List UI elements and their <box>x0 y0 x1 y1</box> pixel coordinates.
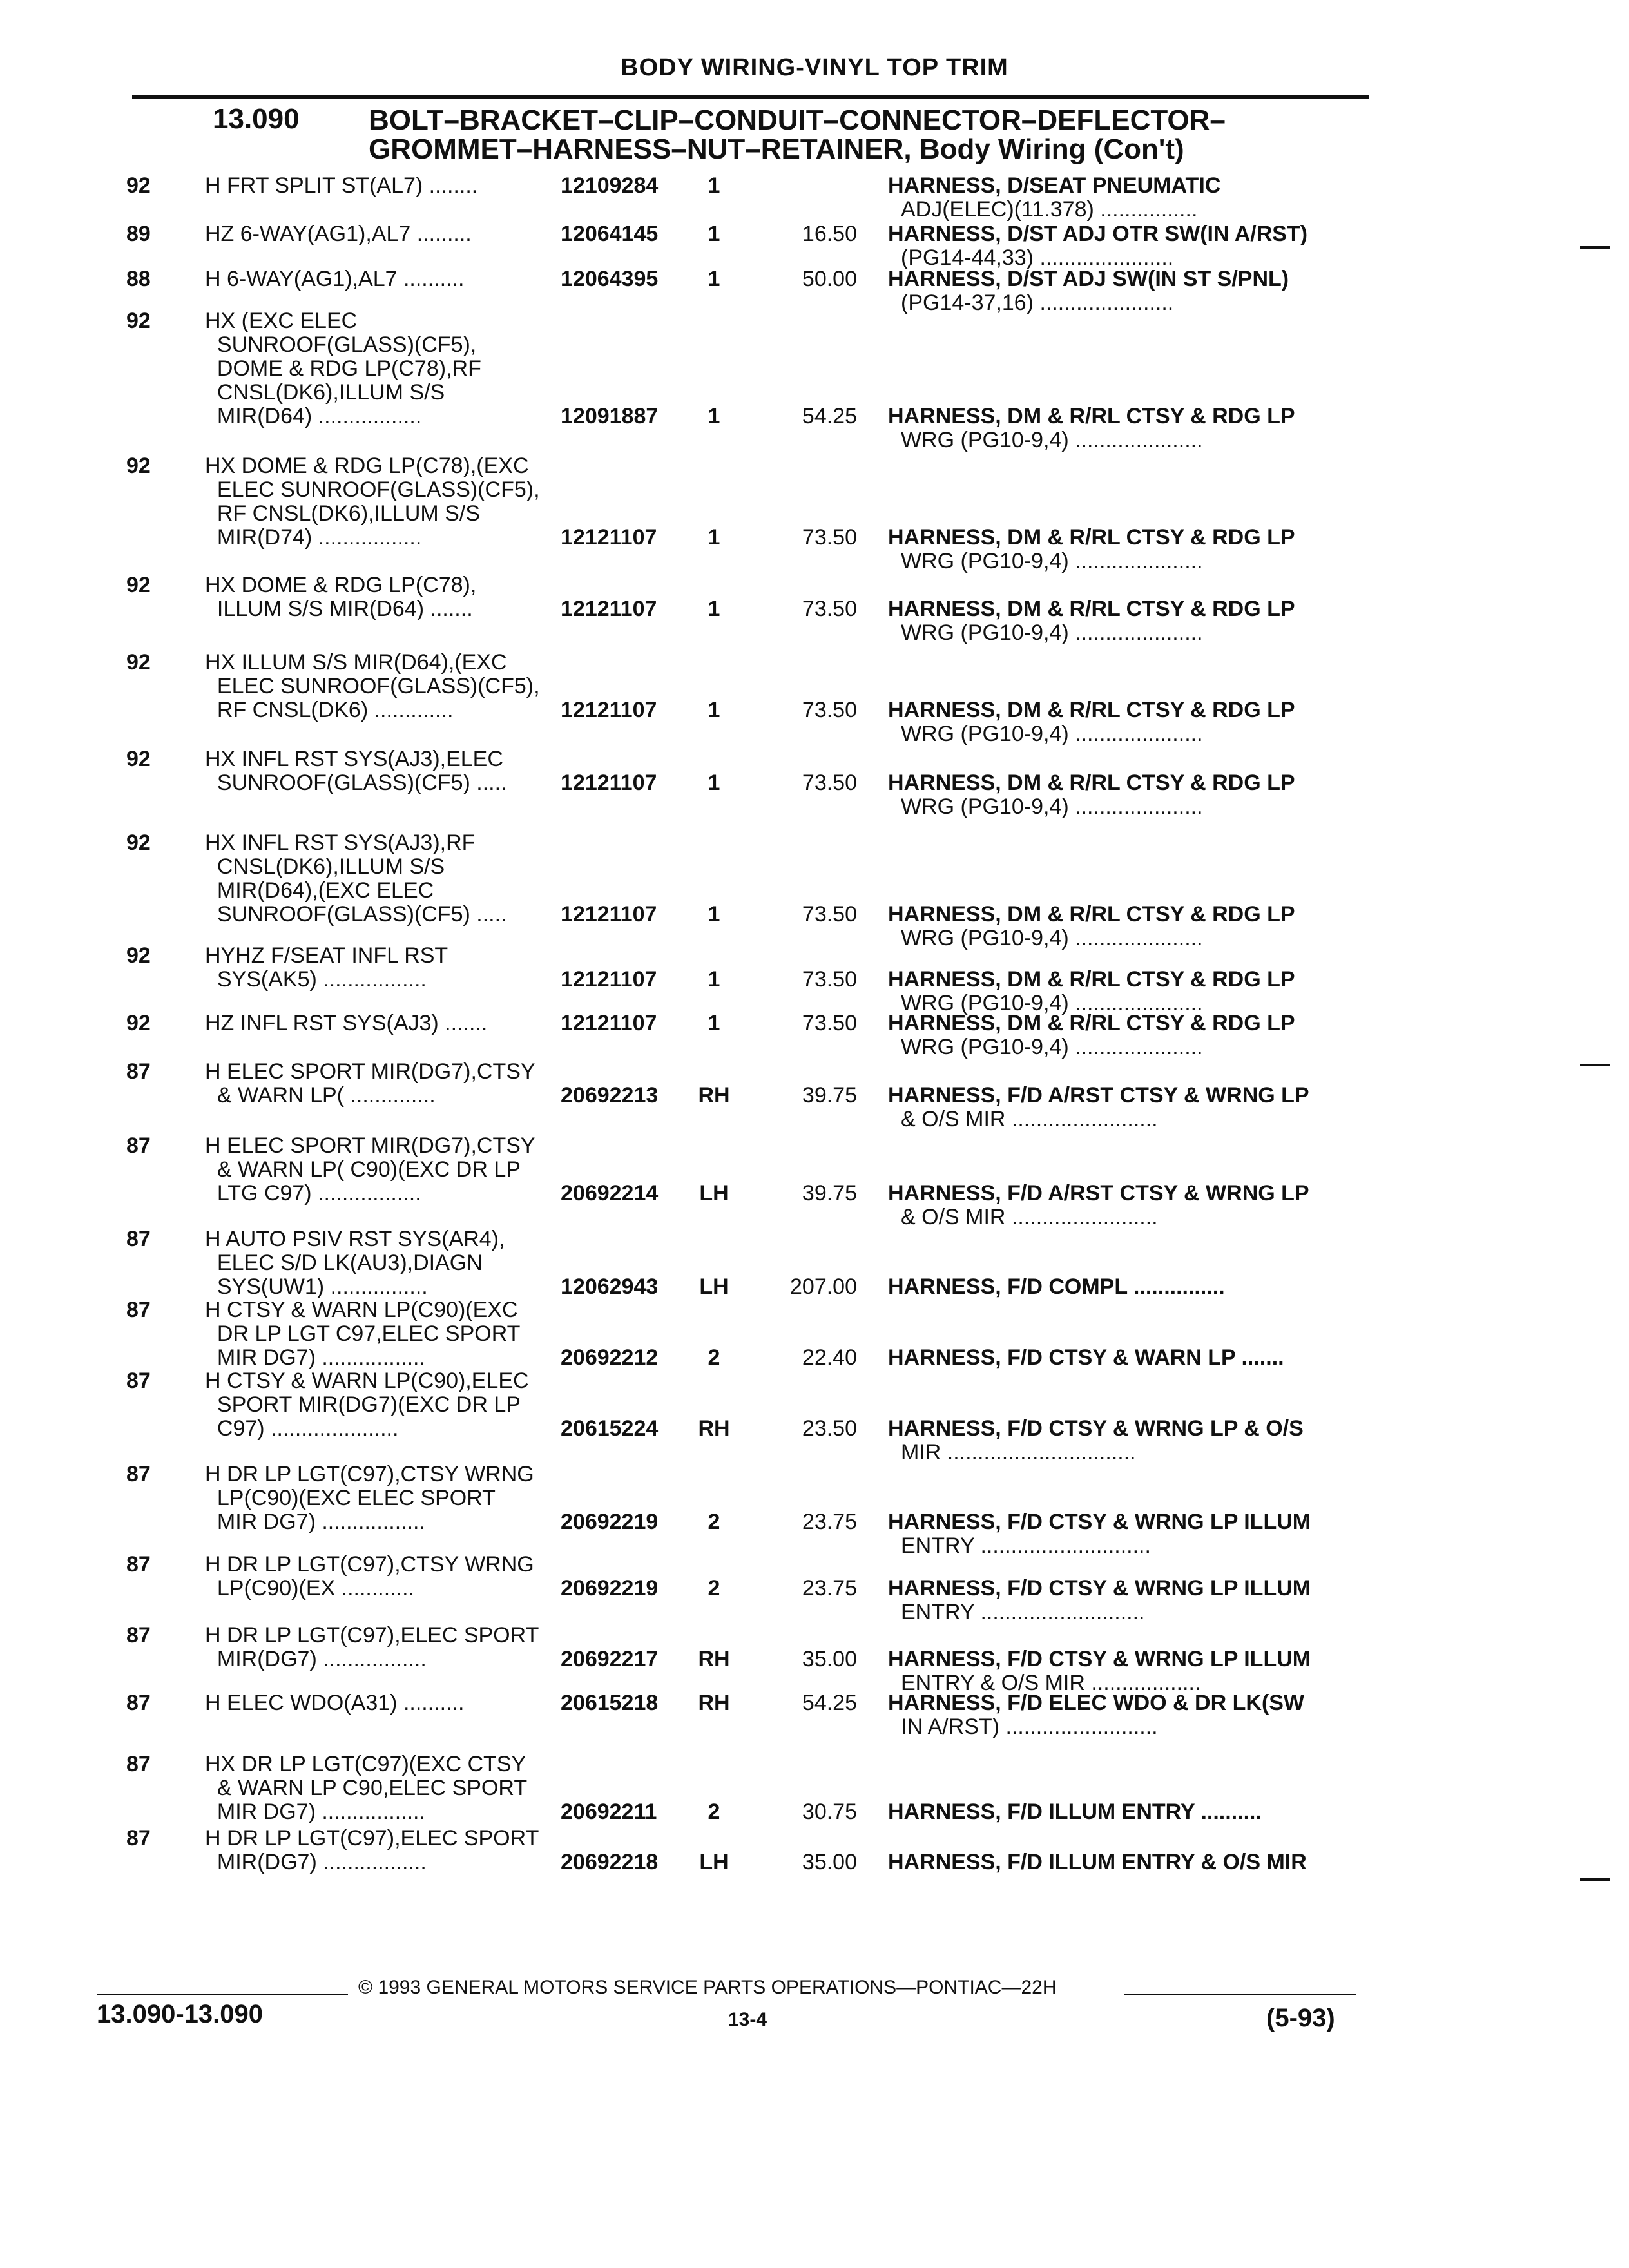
part-name-continuation: WRG (PG10-9,4) ..................... <box>901 722 1203 746</box>
part-number: 20692211 <box>561 1800 657 1824</box>
part-name: HARNESS, F/D COMPL ............... <box>888 1274 1225 1299</box>
quantity: 1 <box>708 698 720 722</box>
price: 39.75 <box>802 1083 857 1108</box>
part-name: HARNESS, D/ST ADJ OTR SW(IN A/RST) <box>888 222 1308 246</box>
usage-description: H ELEC WDO(A31) .......... <box>205 1691 465 1715</box>
section-code: 13.090 <box>213 103 300 135</box>
group-number: 87 <box>126 1623 151 1648</box>
part-name-continuation: WRG (PG10-9,4) ..................... <box>901 428 1203 452</box>
group-number: 92 <box>126 831 151 855</box>
part-name: HARNESS, DM & R/RL CTSY & RDG LP <box>888 967 1295 992</box>
usage-description: HZ INFL RST SYS(AJ3) ....... <box>205 1011 488 1035</box>
quantity: 1 <box>708 404 720 428</box>
part-number: 20615218 <box>561 1691 659 1715</box>
page-footer <box>0 1972 1629 2075</box>
usage-description: SYS(UW1) ................ <box>205 1274 428 1299</box>
price: 73.50 <box>802 902 857 927</box>
part-name: HARNESS, DM & R/RL CTSY & RDG LP <box>888 1011 1295 1035</box>
part-name-continuation: & O/S MIR ........................ <box>901 1107 1158 1131</box>
usage-description: ELEC SUNROOF(GLASS)(CF5), <box>205 674 540 698</box>
usage-description: HX DOME & RDG LP(C78), <box>205 573 477 597</box>
quantity: RH <box>698 1691 730 1715</box>
part-name-continuation: & O/S MIR ........................ <box>901 1205 1158 1229</box>
usage-description: LTG C97) ................. <box>205 1181 421 1206</box>
usage-description: HX (EXC ELEC <box>205 309 358 333</box>
usage-description: MIR(D64) ................. <box>205 404 422 428</box>
group-number: 92 <box>126 943 151 968</box>
usage-description: ELEC S/D LK(AU3),DIAGN <box>205 1251 483 1275</box>
usage-description: SUNROOF(GLASS)(CF5) ..... <box>205 771 507 795</box>
part-number: 12064395 <box>561 267 659 291</box>
quantity: LH <box>699 1274 729 1299</box>
part-name: HARNESS, DM & R/RL CTSY & RDG LP <box>888 597 1295 621</box>
group-number: 89 <box>126 222 151 246</box>
quantity: 1 <box>708 222 720 246</box>
quantity: 2 <box>708 1345 720 1370</box>
usage-description: MIR(D64),(EXC ELEC <box>205 878 434 903</box>
price: 22.40 <box>802 1345 857 1370</box>
usage-description: SPORT MIR(DG7)(EXC DR LP <box>205 1392 521 1417</box>
part-name: HARNESS, F/D A/RST CTSY & WRNG LP <box>888 1083 1309 1108</box>
part-name: HARNESS, DM & R/RL CTSY & RDG LP <box>888 771 1295 795</box>
group-number: 87 <box>126 1369 151 1393</box>
usage-description: ELEC SUNROOF(GLASS)(CF5), <box>205 477 540 502</box>
part-name: HARNESS, DM & R/RL CTSY & RDG LP <box>888 698 1295 722</box>
quantity: 1 <box>708 967 720 992</box>
quantity: 1 <box>708 771 720 795</box>
part-number: 20692214 <box>561 1181 659 1206</box>
price: 23.75 <box>802 1576 857 1600</box>
part-number: 12121107 <box>561 967 657 992</box>
usage-description: H 6-WAY(AG1),AL7 .......... <box>205 267 465 291</box>
usage-description: HX ILLUM S/S MIR(D64),(EXC <box>205 650 507 675</box>
page-header <box>0 0 1629 103</box>
usage-description: H DR LP LGT(C97),ELEC SPORT <box>205 1826 539 1850</box>
part-name-continuation: WRG (PG10-9,4) ..................... <box>901 794 1203 819</box>
usage-description: MIR(DG7) ................. <box>205 1647 427 1671</box>
price: 73.50 <box>802 698 857 722</box>
usage-description: H DR LP LGT(C97),CTSY WRNG <box>205 1462 534 1486</box>
part-name: HARNESS, DM & R/RL CTSY & RDG LP <box>888 525 1295 550</box>
part-name-continuation: WRG (PG10-9,4) ..................... <box>901 549 1203 573</box>
usage-description: HX INFL RST SYS(AJ3),ELEC <box>205 747 503 771</box>
quantity: 1 <box>708 267 720 291</box>
usage-description: MIR(DG7) ................. <box>205 1850 427 1874</box>
usage-description: CNSL(DK6),ILLUM S/S <box>205 854 445 879</box>
usage-description: LP(C90)(EXC ELEC SPORT <box>205 1486 496 1510</box>
margin-tick <box>1580 246 1610 249</box>
usage-description: SUNROOF(GLASS)(CF5), <box>205 332 477 357</box>
footer-date: (5-93) <box>1266 2004 1335 2032</box>
quantity: 2 <box>708 1576 720 1600</box>
footer-page-number: 13-4 <box>728 2009 767 2030</box>
price: 30.75 <box>802 1800 857 1824</box>
usage-description: SUNROOF(GLASS)(CF5) ..... <box>205 902 507 927</box>
price: 73.50 <box>802 525 857 550</box>
usage-description: H ELEC SPORT MIR(DG7),CTSY <box>205 1133 535 1158</box>
quantity: 1 <box>708 597 720 621</box>
price: 16.50 <box>802 222 857 246</box>
group-number: 92 <box>126 573 151 597</box>
part-number: 12062943 <box>561 1274 659 1299</box>
price: 73.50 <box>802 597 857 621</box>
usage-description: H DR LP LGT(C97),CTSY WRNG <box>205 1552 534 1577</box>
group-number: 92 <box>126 454 151 478</box>
part-name-continuation: (PG14-44,33) ...................... <box>901 245 1174 270</box>
part-name-continuation: (PG14-37,16) ...................... <box>901 291 1174 315</box>
footer-copyright: © 1993 GENERAL MOTORS SERVICE PARTS OPERATIONS—PONTIAC—22H <box>358 1977 1057 1998</box>
part-number: 20692212 <box>561 1345 659 1370</box>
usage-description: H DR LP LGT(C97),ELEC SPORT <box>205 1623 539 1648</box>
part-name-continuation: ENTRY & O/S MIR .................. <box>901 1671 1201 1695</box>
part-name: HARNESS, F/D CTSY & WRNG LP & O/S <box>888 1416 1304 1441</box>
part-number: 20692219 <box>561 1576 659 1600</box>
part-number: 12121107 <box>561 1011 657 1035</box>
price: 73.50 <box>802 1011 857 1035</box>
part-name: HARNESS, F/D ELEC WDO & DR LK(SW <box>888 1691 1304 1715</box>
price: 23.75 <box>802 1510 857 1534</box>
price: 35.00 <box>802 1850 857 1874</box>
part-name: HARNESS, F/D ILLUM ENTRY .......... <box>888 1800 1262 1824</box>
part-number: 12121107 <box>561 902 657 927</box>
group-number: 92 <box>126 747 151 771</box>
usage-description: C97) ..................... <box>205 1416 399 1441</box>
part-name: HARNESS, DM & R/RL CTSY & RDG LP <box>888 404 1295 428</box>
usage-description: & WARN LP C90,ELEC SPORT <box>205 1776 528 1800</box>
part-name: HARNESS, F/D A/RST CTSY & WRNG LP <box>888 1181 1309 1206</box>
group-number: 87 <box>126 1826 151 1850</box>
section-title-line-2: GROMMET–HARNESS–NUT–RETAINER, Body Wiring (Con't) <box>369 133 1184 165</box>
group-number: 87 <box>126 1059 151 1084</box>
usage-description: DOME & RDG LP(C78),RF <box>205 356 481 381</box>
part-number: 20692219 <box>561 1510 659 1534</box>
quantity: 1 <box>708 1011 720 1035</box>
usage-description: HX INFL RST SYS(AJ3),RF <box>205 831 476 855</box>
quantity: 1 <box>708 173 720 198</box>
part-number: 12121107 <box>561 525 657 550</box>
part-number: 12121107 <box>561 698 657 722</box>
part-name-continuation: WRG (PG10-9,4) ..................... <box>901 1035 1203 1059</box>
margin-tick <box>1580 1064 1610 1066</box>
group-number: 88 <box>126 267 151 291</box>
usage-description: & WARN LP( .............. <box>205 1083 436 1108</box>
quantity: LH <box>699 1181 729 1206</box>
part-number: 12091887 <box>561 404 659 428</box>
group-number: 92 <box>126 309 151 333</box>
usage-description: SYS(AK5) ................. <box>205 967 427 992</box>
quantity: RH <box>698 1416 730 1441</box>
usage-description: HX DR LP LGT(C97)(EXC CTSY <box>205 1752 526 1776</box>
quantity: 1 <box>708 902 720 927</box>
section-title-line-1: BOLT–BRACKET–CLIP–CONDUIT–CONNECTOR–DEFLECTOR– <box>369 104 1226 136</box>
part-number: 12109284 <box>561 173 659 198</box>
price: 23.50 <box>802 1416 857 1441</box>
part-name-continuation: IN A/RST) ......................... <box>901 1715 1158 1739</box>
part-name: HARNESS, D/SEAT PNEUMATIC <box>888 173 1221 198</box>
usage-description: HX DOME & RDG LP(C78),(EXC <box>205 454 529 478</box>
price: 50.00 <box>802 267 857 291</box>
group-number: 87 <box>126 1227 151 1251</box>
part-name: HARNESS, F/D CTSY & WARN LP ....... <box>888 1345 1284 1370</box>
usage-description: LP(C90)(EX ............ <box>205 1576 414 1600</box>
part-number: 20692213 <box>561 1083 659 1108</box>
price: 35.00 <box>802 1647 857 1671</box>
group-number: 87 <box>126 1462 151 1486</box>
part-name-continuation: ENTRY ........................... <box>901 1600 1145 1624</box>
part-number: 20615224 <box>561 1416 659 1441</box>
quantity: 2 <box>708 1800 720 1824</box>
part-name-continuation: WRG (PG10-9,4) ..................... <box>901 620 1203 645</box>
usage-description: MIR DG7) ................. <box>205 1510 425 1534</box>
page-title: BODY WIRING-VINYL TOP TRIM <box>621 54 1008 81</box>
usage-description: MIR DG7) ................. <box>205 1800 425 1824</box>
quantity: RH <box>698 1083 730 1108</box>
part-number: 12121107 <box>561 597 657 621</box>
usage-description: H AUTO PSIV RST SYS(AR4), <box>205 1227 505 1251</box>
part-name-continuation: MIR ............................... <box>901 1440 1136 1465</box>
part-name-continuation: WRG (PG10-9,4) ..................... <box>901 926 1203 950</box>
footer-rule <box>97 1994 348 1995</box>
price: 207.00 <box>790 1274 857 1299</box>
price: 73.50 <box>802 771 857 795</box>
part-name-continuation: ADJ(ELEC)(11.378) ................ <box>901 197 1198 222</box>
usage-description: ILLUM S/S MIR(D64) ....... <box>205 597 473 621</box>
part-name: HARNESS, DM & R/RL CTSY & RDG LP <box>888 902 1295 927</box>
price: 73.50 <box>802 967 857 992</box>
usage-description: H CTSY & WARN LP(C90),ELEC <box>205 1369 529 1393</box>
usage-description: RF CNSL(DK6) ............. <box>205 698 454 722</box>
quantity: 1 <box>708 525 720 550</box>
footer-rule <box>1124 1994 1356 1995</box>
part-number: 12121107 <box>561 771 657 795</box>
group-number: 87 <box>126 1298 151 1322</box>
part-name-continuation: WRG (PG10-9,4) ..................... <box>901 991 1203 1015</box>
margin-tick <box>1580 1878 1610 1881</box>
usage-description: DR LP LGT C97,ELEC SPORT <box>205 1321 521 1346</box>
quantity: 2 <box>708 1510 720 1534</box>
usage-description: HZ 6-WAY(AG1),AL7 ......... <box>205 222 472 246</box>
part-name: HARNESS, D/ST ADJ SW(IN ST S/PNL) <box>888 267 1289 291</box>
group-number: 87 <box>126 1552 151 1577</box>
price: 54.25 <box>802 404 857 428</box>
part-name: HARNESS, F/D CTSY & WRNG LP ILLUM <box>888 1647 1311 1671</box>
usage-description: MIR DG7) ................. <box>205 1345 425 1370</box>
usage-description: & WARN LP( C90)(EXC DR LP <box>205 1157 521 1182</box>
part-name: HARNESS, F/D ILLUM ENTRY & O/S MIR <box>888 1850 1307 1874</box>
group-number: 87 <box>126 1691 151 1715</box>
group-number: 87 <box>126 1752 151 1776</box>
part-name-continuation: ENTRY ............................ <box>901 1533 1151 1558</box>
quantity: RH <box>698 1647 730 1671</box>
group-number: 92 <box>126 650 151 675</box>
group-number: 92 <box>126 1011 151 1035</box>
part-name: HARNESS, F/D CTSY & WRNG LP ILLUM <box>888 1510 1311 1534</box>
part-number: 12064145 <box>561 222 659 246</box>
group-number: 92 <box>126 173 151 198</box>
section-heading <box>0 97 1629 174</box>
price: 39.75 <box>802 1181 857 1206</box>
part-number: 20692217 <box>561 1647 659 1671</box>
group-number: 87 <box>126 1133 151 1158</box>
usage-description: H FRT SPLIT ST(AL7) ........ <box>205 173 478 198</box>
usage-description: MIR(D74) ................. <box>205 525 422 550</box>
part-number: 20692218 <box>561 1850 659 1874</box>
usage-description: HYHZ F/SEAT INFL RST <box>205 943 448 968</box>
usage-description: RF CNSL(DK6),ILLUM S/S <box>205 501 480 526</box>
usage-description: CNSL(DK6),ILLUM S/S <box>205 380 445 405</box>
part-name: HARNESS, F/D CTSY & WRNG LP ILLUM <box>888 1576 1311 1600</box>
usage-description: H ELEC SPORT MIR(DG7),CTSY <box>205 1059 535 1084</box>
price: 54.25 <box>802 1691 857 1715</box>
usage-description: H CTSY & WARN LP(C90)(EXC <box>205 1298 518 1322</box>
quantity: LH <box>699 1850 729 1874</box>
footer-section-range: 13.090-13.090 <box>97 2000 264 2028</box>
